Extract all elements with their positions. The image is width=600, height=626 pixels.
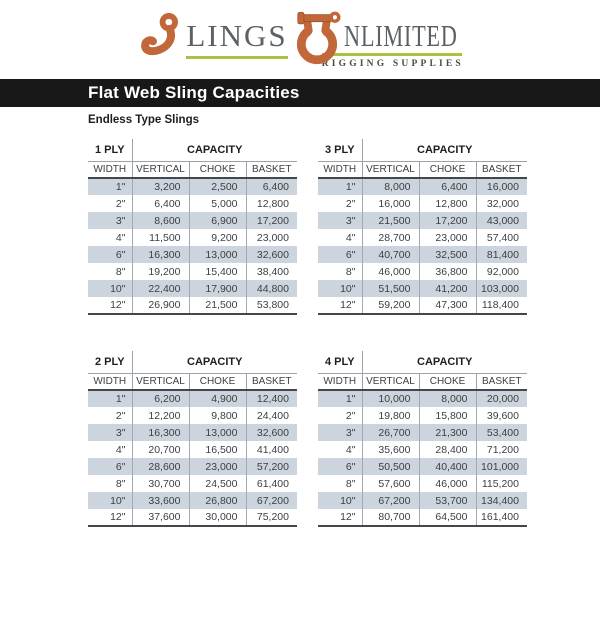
capacity-cell: 5,000 <box>189 195 246 212</box>
section-subtitle: Endless Type Slings <box>88 114 199 126</box>
table-row <box>88 424 297 441</box>
capacity-cell: 20,000 <box>476 390 527 407</box>
table-row <box>88 195 297 212</box>
capacity-cell: 13,000 <box>189 424 246 441</box>
capacity-cell: 32,500 <box>419 246 476 263</box>
capacity-cell: 20,700 <box>132 441 189 458</box>
capacity-cell: 50,500 <box>362 458 419 475</box>
capacity-cell: 43,000 <box>476 212 527 229</box>
capacity-cell: 6,400 <box>419 178 476 195</box>
capacity-cell: 26,700 <box>362 424 419 441</box>
table-header-row <box>88 351 297 373</box>
ply-label: 1 PLY <box>88 139 132 161</box>
capacity-cell: 40,700 <box>362 246 419 263</box>
title-bar <box>0 79 600 107</box>
capacity-cell: 6,400 <box>132 195 189 212</box>
capacity-cell: 8,600 <box>132 212 189 229</box>
ply-label: 4 PLY <box>318 351 362 373</box>
capacity-cell: 38,400 <box>256 265 289 278</box>
capacity-cell: 53,700 <box>419 492 476 509</box>
width-cell: 12" <box>318 297 362 314</box>
table-row <box>88 492 297 509</box>
column-header: CHOKE <box>189 161 246 178</box>
width-cell: 10" <box>318 280 362 297</box>
width-cell: 12" <box>318 509 362 526</box>
page-title: Flat Web Sling Capacities <box>88 83 300 102</box>
capacity-cell: 64,500 <box>419 509 476 526</box>
width-cell: 4" <box>318 229 362 246</box>
capacity-cell: 71,200 <box>486 443 519 456</box>
capacity-cell: 61,400 <box>256 477 289 490</box>
table-row <box>88 458 297 475</box>
capacity-cell: 39,600 <box>486 409 519 422</box>
capacity-cell: 19,800 <box>362 407 419 424</box>
capacity-cell: 12,800 <box>419 195 476 212</box>
capacity-cell: 12,400 <box>246 390 297 407</box>
capacity-label: CAPACITY <box>362 139 527 161</box>
capacity-cell: 30,000 <box>189 509 246 526</box>
capacity-cell: 41,200 <box>419 280 476 297</box>
capacity-cell: 37,600 <box>132 509 189 526</box>
capacity-cell: 51,500 <box>362 280 419 297</box>
width-cell: 4" <box>88 441 132 458</box>
width-cell: 3" <box>88 212 132 229</box>
capacity-cell: 17,900 <box>189 280 246 297</box>
capacity-cell: 8,000 <box>362 178 419 195</box>
capacity-cell: 101,000 <box>476 458 527 475</box>
capacity-cell: 23,000 <box>189 458 246 475</box>
width-cell: 6" <box>88 458 132 475</box>
capacity-table-3ply <box>318 139 527 315</box>
width-cell: 10" <box>318 492 362 509</box>
capacity-cell: 81,400 <box>476 246 527 263</box>
column-header: CHOKE <box>419 161 476 178</box>
width-cell: 3" <box>88 424 132 441</box>
capacity-cell: 2,500 <box>189 178 246 195</box>
capacity-cell: 67,200 <box>246 492 297 509</box>
capacity-table-2ply <box>88 351 297 527</box>
capacity-cell: 16,500 <box>189 441 246 458</box>
table-row <box>318 297 527 314</box>
table-row <box>318 441 527 458</box>
capacity-cell: 103,000 <box>476 280 527 297</box>
capacity-cell: 21,500 <box>189 297 246 314</box>
column-header: WIDTH <box>318 161 362 178</box>
capacity-cell: 12,200 <box>132 407 189 424</box>
table-row <box>318 212 527 229</box>
table-row <box>318 509 527 526</box>
capacity-cell: 75,200 <box>246 509 297 526</box>
capacity-cell: 80,700 <box>362 509 419 526</box>
column-header-row <box>88 161 297 178</box>
capacity-cell: 30,700 <box>132 475 189 492</box>
capacity-cell: 33,600 <box>132 492 189 509</box>
capacity-cell: 57,400 <box>486 231 519 244</box>
table-header-row <box>88 139 297 161</box>
table-row <box>88 441 297 458</box>
width-cell: 3" <box>318 212 362 229</box>
table-header-row <box>318 351 527 373</box>
width-cell: 8" <box>318 475 362 492</box>
brand-tagline: RIGGING SUPPLIES <box>321 59 464 69</box>
capacity-cell: 67,200 <box>362 492 419 509</box>
capacity-cell: 47,300 <box>419 297 476 314</box>
width-cell: 6" <box>318 458 362 475</box>
width-cell: 4" <box>88 229 132 246</box>
table-row <box>88 390 297 407</box>
capacity-cell: 9,200 <box>189 229 246 246</box>
capacity-cell: 17,200 <box>419 212 476 229</box>
capacity-cell: 21,500 <box>362 212 419 229</box>
capacity-cell: 32,600 <box>246 246 297 263</box>
column-header: WIDTH <box>88 161 132 178</box>
width-cell: 1" <box>318 178 362 195</box>
capacity-cell: 11,500 <box>132 229 189 246</box>
column-header: CHOKE <box>419 373 476 390</box>
brand-word-slings-text: LINGS <box>186 18 287 59</box>
table-row <box>88 263 297 280</box>
capacity-cell: 3,200 <box>132 178 189 195</box>
table-row <box>318 178 527 195</box>
width-cell: 12" <box>88 509 132 526</box>
capacity-cell: 59,200 <box>362 297 419 314</box>
width-cell: 1" <box>88 178 132 195</box>
width-cell: 8" <box>318 263 362 280</box>
table-row <box>88 407 297 424</box>
capacity-cell: 6,200 <box>132 390 189 407</box>
width-cell: 6" <box>88 246 132 263</box>
column-header: WIDTH <box>318 373 362 390</box>
capacity-cell: 4,900 <box>189 390 246 407</box>
table-row <box>88 297 297 314</box>
table-row <box>88 229 297 246</box>
capacity-cell: 28,600 <box>132 458 189 475</box>
table-row <box>88 280 297 297</box>
table-row <box>318 263 527 280</box>
column-header: BASKET <box>246 161 297 178</box>
width-cell: 4" <box>318 441 362 458</box>
capacity-cell: 8,000 <box>419 390 476 407</box>
capacity-cell: 26,900 <box>132 297 189 314</box>
table-row <box>318 407 527 424</box>
width-cell: 12" <box>88 297 132 314</box>
column-header: VERTICAL <box>132 161 189 178</box>
brand-word-slings <box>186 20 287 51</box>
capacity-cell: 9,800 <box>189 407 246 424</box>
capacity-cell: 28,400 <box>419 441 476 458</box>
capacity-cell: 44,800 <box>246 280 297 297</box>
width-cell: 2" <box>88 195 132 212</box>
table-row <box>318 246 527 263</box>
capacity-label: CAPACITY <box>132 351 297 373</box>
width-cell: 8" <box>88 475 132 492</box>
capacity-cell: 36,800 <box>419 263 476 280</box>
capacity-cell: 118,400 <box>476 297 527 314</box>
brand-word-unlimited <box>321 18 464 69</box>
capacity-cell: 15,400 <box>189 263 246 280</box>
table-header-row <box>318 139 527 161</box>
capacity-cell: 92,000 <box>486 265 519 278</box>
ply-label: 3 PLY <box>318 139 362 161</box>
capacity-cell: 26,800 <box>189 492 246 509</box>
column-header-row <box>318 373 527 390</box>
brand-word-unlimited-text: NLIMITED <box>343 18 458 53</box>
table-row <box>88 475 297 492</box>
capacity-cell: 22,400 <box>132 280 189 297</box>
table-row <box>318 475 527 492</box>
column-header: BASKET <box>476 373 527 390</box>
capacity-cell: 16,000 <box>362 195 419 212</box>
table-row <box>318 458 527 475</box>
capacity-table-4ply <box>318 351 527 527</box>
column-header: WIDTH <box>88 373 132 390</box>
column-header: VERTICAL <box>362 373 419 390</box>
capacity-table-1ply <box>88 139 297 315</box>
width-cell: 2" <box>318 407 362 424</box>
capacity-cell: 161,400 <box>476 509 527 526</box>
capacity-cell: 46,000 <box>419 475 476 492</box>
capacity-cell: 12,800 <box>256 197 289 210</box>
capacity-label: CAPACITY <box>362 351 527 373</box>
ply-label: 2 PLY <box>88 351 132 373</box>
capacity-cell: 21,300 <box>419 424 476 441</box>
width-cell: 10" <box>88 492 132 509</box>
table-row <box>88 178 297 195</box>
capacity-cell: 57,200 <box>246 458 297 475</box>
capacity-cell: 13,000 <box>189 246 246 263</box>
capacity-cell: 19,200 <box>132 263 189 280</box>
table-row <box>318 390 527 407</box>
column-header-row <box>318 161 527 178</box>
width-cell: 1" <box>318 390 362 407</box>
capacity-cell: 6,400 <box>246 178 297 195</box>
capacity-cell: 53,800 <box>246 297 297 314</box>
width-cell: 2" <box>88 407 132 424</box>
table-row <box>318 280 527 297</box>
capacity-cell: 23,000 <box>256 231 289 244</box>
capacity-cell: 32,600 <box>246 424 297 441</box>
column-header: CHOKE <box>189 373 246 390</box>
capacity-cell: 46,000 <box>362 263 419 280</box>
width-cell: 10" <box>88 280 132 297</box>
capacity-cell: 40,400 <box>419 458 476 475</box>
hook-icon <box>138 9 188 67</box>
capacity-cell: 10,000 <box>362 390 419 407</box>
capacity-cell: 53,400 <box>476 424 527 441</box>
capacity-cell: 32,000 <box>486 197 519 210</box>
column-header: VERTICAL <box>132 373 189 390</box>
capacity-cell: 16,000 <box>476 178 527 195</box>
capacity-cell: 35,600 <box>362 441 419 458</box>
capacity-cell: 16,300 <box>132 246 189 263</box>
width-cell: 8" <box>88 263 132 280</box>
table-row <box>318 492 527 509</box>
width-cell: 3" <box>318 424 362 441</box>
column-header: VERTICAL <box>362 161 419 178</box>
capacity-cell: 28,700 <box>362 229 419 246</box>
brand-logo <box>0 6 600 70</box>
capacity-cell: 57,600 <box>362 475 419 492</box>
capacity-cell: 134,400 <box>476 492 527 509</box>
capacity-cell: 24,500 <box>189 475 246 492</box>
table-row <box>88 212 297 229</box>
capacity-cell: 115,200 <box>481 477 519 490</box>
column-header: BASKET <box>246 373 297 390</box>
table-row <box>318 229 527 246</box>
column-header-row <box>88 373 297 390</box>
shackle-icon <box>290 6 344 66</box>
table-row <box>88 509 297 526</box>
capacity-cell: 23,000 <box>419 229 476 246</box>
table-row <box>318 195 527 212</box>
width-cell: 2" <box>318 195 362 212</box>
capacity-cell: 15,800 <box>419 407 476 424</box>
width-cell: 6" <box>318 246 362 263</box>
capacity-label: CAPACITY <box>132 139 297 161</box>
width-cell: 1" <box>88 390 132 407</box>
capacity-cell: 16,300 <box>132 424 189 441</box>
capacity-cell: 24,400 <box>256 409 289 422</box>
capacity-tables-grid <box>88 139 527 527</box>
capacity-cell: 41,400 <box>256 443 289 456</box>
capacity-cell: 17,200 <box>246 212 297 229</box>
table-row <box>318 424 527 441</box>
table-row <box>88 246 297 263</box>
column-header: BASKET <box>476 161 527 178</box>
capacity-cell: 6,900 <box>189 212 246 229</box>
